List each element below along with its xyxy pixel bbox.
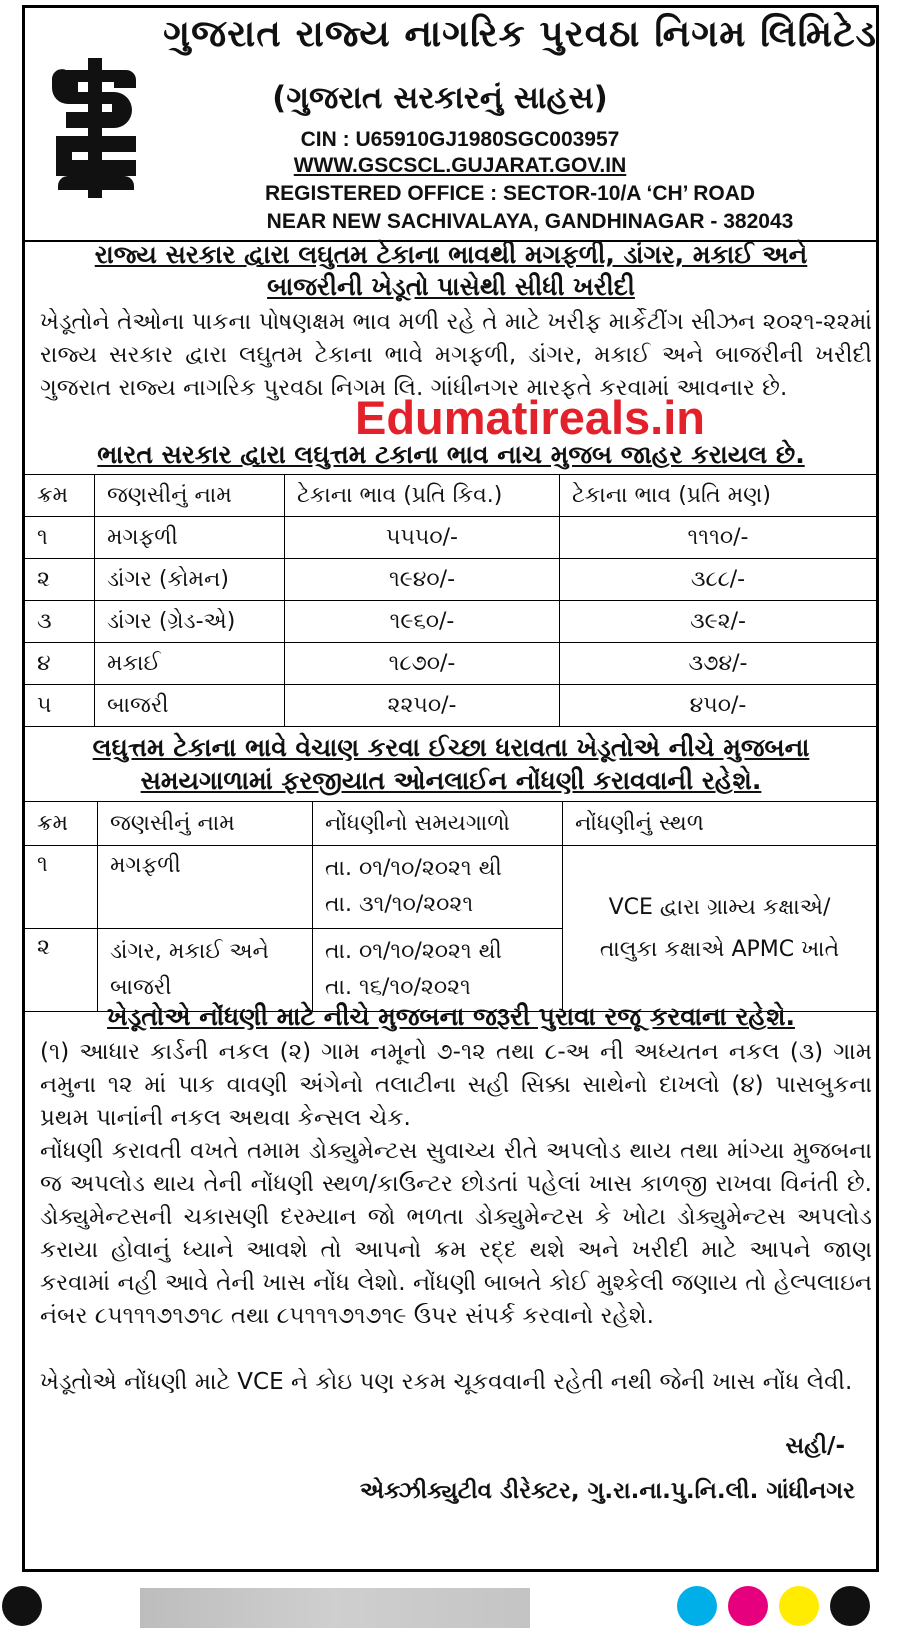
price-per-maund: ૩૮૮/- [560,559,877,601]
price-heading: ભારત સરકાર દ્વારા લઘુત્તમ ટકાના ભાવ નાચ મુજબ જાહર કરાયલ છે. [97,440,805,469]
office-address-line2: NEAR NEW SACHIVALAYA, GANDHINAGAR - 382043 [266,210,794,233]
notice-title-line2: બાજરીની ખેડૂતો પાસેથી સીધી ખરીદી [267,272,635,301]
crop-name: મગફળી [95,517,285,559]
signatory-designation: એક્ઝીક્યુટીવ ડીરેક્ટર, ગુ.રા.ના.પુ.નિ.લી. ગાંધીનગર [359,1478,855,1504]
period-to: તા. ૩૧/૧૦/૨૦૨૧ [325,892,474,917]
website-link[interactable]: WWW.GSCSCL.GUJARAT.GOV.IN [293,154,627,177]
row-no: ૧ [25,517,95,559]
vce-note: ખેડૂતોએ નોંધણી માટે VCE ને કોઇ પણ રકમ ચૂકવવાની રહેતી નથી જેની ખાસ નોંધ લેવી. [40,1369,853,1395]
period-from: તા. ૦૧/૧૦/૨૦૨૧ થી [325,939,502,964]
registration-mark-cyan [677,1586,717,1626]
registration-mark-magenta [728,1586,768,1626]
crop-line: બાજરી [110,975,172,1000]
notice-title-line1: રાજ્ય સરકાર દ્વારા લઘુતમ ટેકાના ભાવથી મગફળી, ડાંગર, મકાઈ અને [94,240,808,269]
office-address-line1: REGISTERED OFFICE : SECTOR-10/A ‘CH’ ROAD [264,182,756,205]
col-header-per-quintal: ટેકાના ભાવ (પ્રતિ કિવ.) [285,475,560,517]
registration-schedule-table [24,801,877,1012]
price-per-quintal: ૫૫૫૦/- [285,517,560,559]
price-per-maund: ૩૭૪/- [560,643,877,685]
signature: સહી/- [785,1433,845,1459]
msp-price-table [24,474,877,727]
row-no: ૧ [25,846,98,929]
org-name: ગુજરાત રાજ્ય નાગરિક પુરવઠા નિગમ લિમિટેડ [163,12,877,55]
registration-mark-black-left [2,1586,42,1626]
watermark: Edumatireals.in [355,391,705,444]
intro-paragraph: ખેડૂતોને તેઓના પાકના પોષણક્ષમ ભાવ મળી રહે તે માટે ખરીફ માર્કેટીંગ સીઝન ૨૦૨૧-૨૨માં રાજ્ય સરકાર દ્વારા લઘુતમ ટેકાના ભાવે મગફળી, ડાંગર, મકાઈ અને બાજરીની ખરીદી ગુજરાત રાજ્ય નાગરિક પુરવઠા નિગમ લિ. ગાંધીનગર મારફતે કરવામાં આવનાર છે. [40,309,872,401]
crop-name: ડાંગર (ગ્રેડ-એ) [95,601,285,643]
price-per-quintal: ૧૮૭૦/- [285,643,560,685]
table-row [25,846,877,929]
crop-name: મકાઈ [95,643,285,685]
col-header-no: ક્રમ [25,475,95,517]
crop-name: ડાંગર (કોમન) [95,559,285,601]
gscscl-logo [46,58,146,198]
table-row [25,601,877,643]
table-header-row [25,475,877,517]
crop-line: મગફળી [110,853,181,878]
place-line1: VCE દ્વારા ગ્રામ્ય કક્ષાએ/ [608,894,831,920]
period-from: તા. ૦૧/૧૦/૨૦૨૧ થી [325,856,502,881]
price-per-maund: ૪૫૦/- [560,685,877,727]
registration-heading-line2: સમયગાળામાં ફરજીયાત ઓનલાઈન નોંધણી કરાવવાની રહેશે. [140,766,762,795]
price-per-maund: ૧૧૧૦/- [560,517,877,559]
documents-list: (૧) આધાર કાર્ડની નકલ (૨) ગામ નમૂનો ૭-૧૨ તથા ૮-અ ની અધ્યતન નકલ (૩) ગામ નમુના ૧૨ માં પાક વાવણી અંગેનો તલાટીના સહી સિક્કા સાથેનો દાખલો (૪) પાસબુકના પ્રથમ પાનાંની નકલ અથવા કેન્સલ ચેક. [40,1039,872,1131]
table-row [25,643,877,685]
crop-line: ડાંગર, મકાઈ અને [110,939,269,964]
col-header-period: નોંધણીનો સમયગાળો [313,802,563,846]
col-header-no: ક્રમ [25,802,98,846]
crop-name: બાજરી [95,685,285,727]
col-header-per-maund: ટેકાના ભાવ (પ્રતિ મણ) [560,475,877,517]
cin-number: CIN : U65910GJ1980SGC003957 [300,128,620,151]
table-row [25,685,877,727]
row-no: ૫ [25,685,95,727]
org-subtitle: (ગુજરાત સરકારનું સાહસ) [272,80,608,116]
gray-calibration-strip [140,1588,530,1628]
col-header-crop: જણસીનું નામ [98,802,313,846]
table-row [25,559,877,601]
col-header-place: નોંધણીનું સ્થળ [563,802,877,846]
registration-mark-yellow [779,1586,819,1626]
row-no: ૪ [25,643,95,685]
row-no: ૨ [25,559,95,601]
col-header-crop: જણસીનું નામ [95,475,285,517]
registration-period [313,929,563,1012]
documents-heading: ખેડૂતોએ નોંધણી માટે નીચે મુજબના જરૂરી પુરાવા રજૂ કરવાના રહેશે. [107,1002,795,1031]
price-per-quintal: ૨૨૫૦/- [285,685,560,727]
print-registration-bar [0,1572,903,1640]
crop-name [98,846,313,929]
table-header-row [25,802,877,846]
registration-heading-line1: લઘુત્તમ ટેકાના ભાવે વેચાણ કરવા ઈચ્છા ધરાવતા ખેડૂતોએ નીચે મુજબના [92,733,810,762]
place-line2: તાલુકા કક્ષાએ APMC ખાતે [599,936,840,962]
price-per-quintal: ૧૯૬૦/- [285,601,560,643]
price-per-quintal: ૧૯૪૦/- [285,559,560,601]
documents-instructions: નોંધણી કરાવતી વખતે તમામ ડોક્યુમેન્ટસ સુવાચ્ય રીતે અપલોડ થાય તથા માંગ્યા મુજબના જ અપલોડ થાય તેની નોંધણી સ્થળ/કાઉન્ટર છોડતાં પહેલાં ખાસ કાળજી રાખવા વિનંતી છે. ડોક્યુમેન્ટસની ચકાસણી દરમ્યાન જો ભળતા ડોક્યુમેન્ટસ કે ખોટા ડોક્યુમેન્ટસ અપલોડ કરાયા હોવાનું ધ્યાને આવશે તો આપનો ક્રમ રદ્દ થશે અને ખરીદી માટે આપને જાણ કરવામાં નહી આવે તેની ખાસ નોંધ લેશો. નોંધણી બાબતે કોઈ મુશ્કેલી જણાય તો હેલ્પલાઇન નંબર ૮૫૧૧૧૭૧૭૧૮ તથા ૮૫૧૧૧૭૧૭૧૯ ઉપર સંપર્ક કરવાનો રહેશે. [40,1138,872,1329]
table-row [25,517,877,559]
registration-period [313,846,563,929]
row-no: ૨ [25,929,98,1012]
row-no: ૩ [25,601,95,643]
registration-place [563,846,877,1012]
crop-name [98,929,313,1012]
price-per-maund: ૩૯૨/- [560,601,877,643]
period-to: તા. ૧૬/૧૦/૨૦૨૧ [325,975,471,1000]
registration-mark-black-right [830,1586,870,1626]
